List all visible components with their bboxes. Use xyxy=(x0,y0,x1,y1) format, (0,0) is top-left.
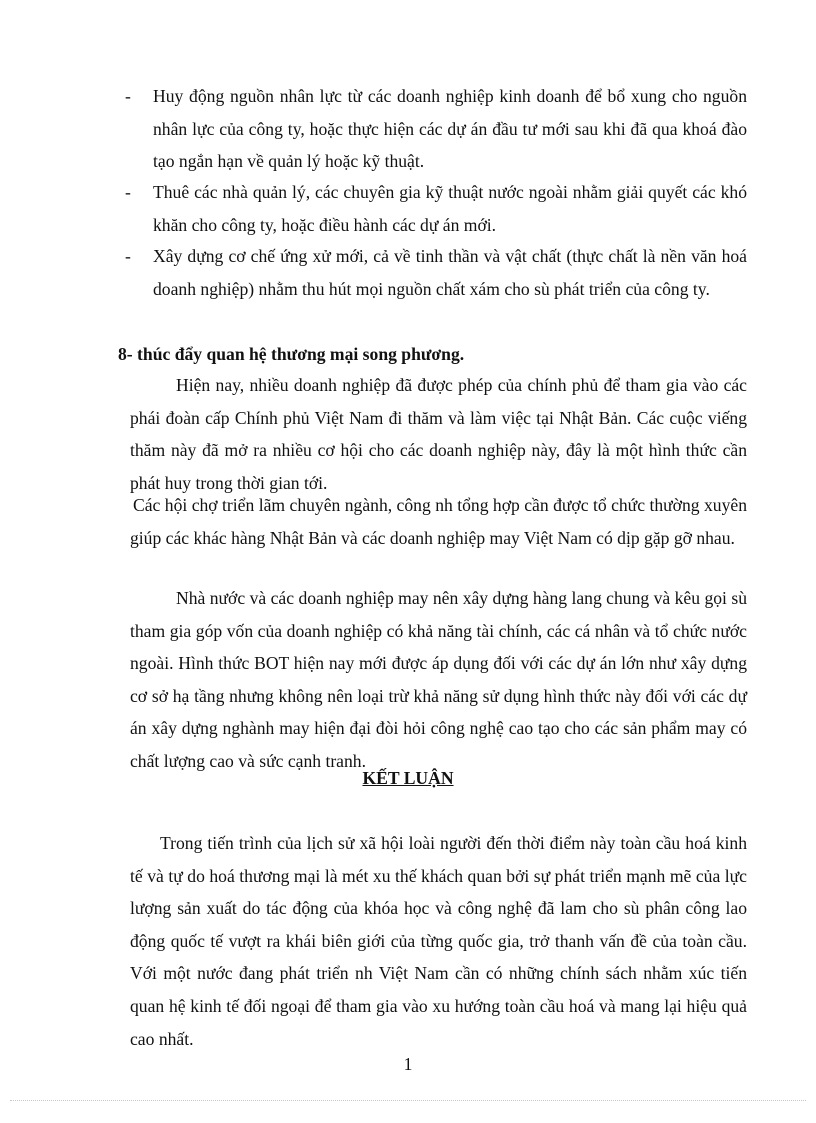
page-number: 1 xyxy=(403,1054,413,1074)
bullet-marker: - xyxy=(125,86,131,106)
conclusion-paragraph: Trong tiến trình của lịch sử xã hội loài người đến thời điểm này toàn cầu hoá kinh tế và tự do hoá thương mại là mét xu thế khách quan bởi sự phát triển mạnh mẽ của lực lượng sản xuất do tác động của khóa học và công nghệ đã lam cho sù phân công lao động quốc tế vượt ra khái biên giới của từng quốc gia, trở thanh vấn đề của toàn cầu. Với một nước đang phát triển nh Việt Nam cần có những chính sách nhằm xúc tiến quan hệ kinh tế đối ngoại để tham gia vào xu hướng toàn cầu hoá và mang lại hiệu quả cao nhất. xyxy=(130,833,747,1049)
paragraph-2: Các hội chợ triển lãm chuyên ngành, công nh tổng hợp cần được tổ chức thường xuyên giúp các khác hàng Nhật Bản và các doanh nghiệp may Việt Nam có dịp gặp gỡ nhau. xyxy=(130,495,747,548)
bullet-item-2 xyxy=(125,176,747,241)
page-bottom-divider xyxy=(10,1100,806,1101)
bullet-marker: - xyxy=(125,246,131,266)
paragraph-3: Nhà nước và các doanh nghiệp may nên xây dựng hàng lang chung và kêu gọi sù tham gia góp vốn của doanh nghiệp có khả năng tài chính, các cá nhân và tổ chức nước ngoài. Hình thức BOT hiện nay mới được áp dụng đối với các dự án lớn như xây dựng cơ sở hạ tầng nhưng không nên loại trừ khả năng sử dụng hình thức này đối với các dự án xây dựng nghành may hiện đại đòi hỏi công nghệ cao tạo cho các sản phẩm may có chất lượng cao và sức cạnh tranh. xyxy=(130,588,747,771)
bullet-item-1 xyxy=(125,80,747,178)
bullet-text: Thuê các nhà quản lý, các chuyên gia kỹ thuật nước ngoài nhằm giải quyết các khó khăn cho công ty, hoặc điều hành các dự án mới. xyxy=(153,182,747,235)
section-heading: 8- thúc đẩy quan hệ thương mại song phương. xyxy=(118,344,465,364)
bullet-text: Huy động nguồn nhân lực từ các doanh nghiệp kinh doanh để bổ xung cho nguồn nhân lực của công ty, hoặc thực hiện các dự án đầu tư mới sau khi đã qua khoá đào tạo ngắn hạn về quản lý hoặc kỹ thuật. xyxy=(153,86,747,171)
conclusion-title: KẾT LUẬN xyxy=(362,768,454,788)
paragraph-1: Hiện nay, nhiều doanh nghiệp đã được phép của chính phủ để tham gia vào các phái đoàn cấp Chính phủ Việt Nam đi thăm và làm việc tại Nhật Bản. Các cuộc viếng thăm này đã mở ra nhiều cơ hội cho các doanh nghiệp này, đây là một hình thức cần phát huy trong thời gian tới. xyxy=(130,375,747,493)
bullet-item-3 xyxy=(125,240,747,305)
bullet-text: Xây dựng cơ chế ứng xử mới, cả về tinh thần và vật chất (thực chất là nền văn hoá doanh nghiệp) nhằm thu hút mọi nguồn chất xám cho sù phát triển của công ty. xyxy=(153,246,747,299)
bullet-marker: - xyxy=(125,182,131,202)
